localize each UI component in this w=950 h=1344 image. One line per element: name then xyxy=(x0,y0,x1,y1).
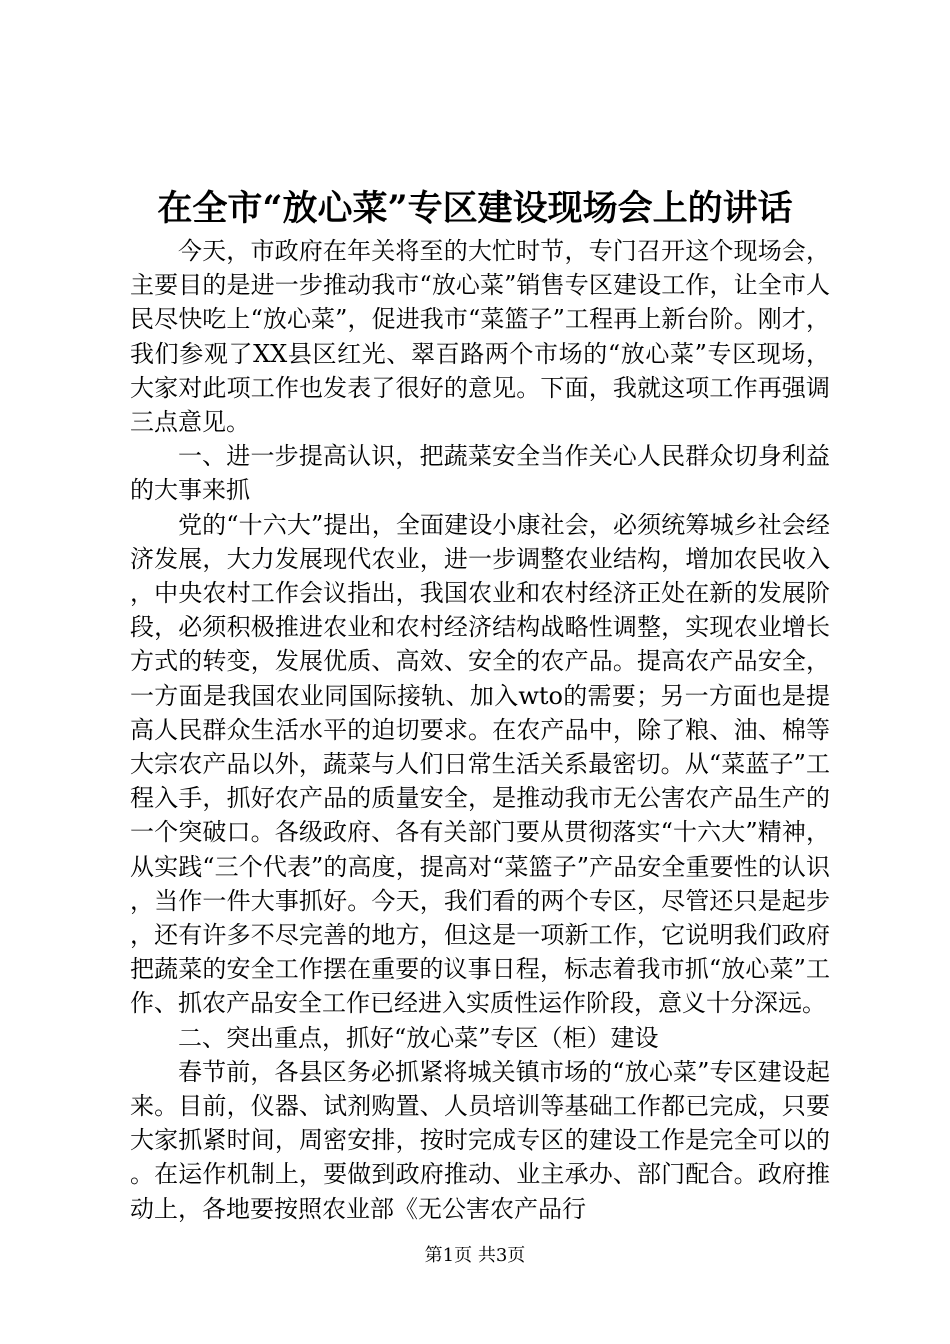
paragraph-section-1: 党的“十六大”提出，全面建设小康社会，必须统筹城乡社会经济发展，大力发展现代农业，进一步调整农业结构，增加农民收入，中央农村工作会议指出，我国农业和农村经济正处在新的发展阶段，必须积极推进农业和农村经济结构战略性调整，实现农业增长方式的转变，发展优质、高效、安全的农产品。提高农产品安全，一方面是我国农业同国际接轨、加入wto的需要；另一方面也是提高人民群众生活水平的迫切要求。在农产品中，除了粮、油、棉等大宗农产品以外，蔬菜与人们日常生活关系最密切。从“菜蓝子”工程入手，抓好农产品的质量安全，是推动我市无公害农产品生产的一个突破口。各级政府、各有关部门要从贯彻落实“十六大”精神，从实践“三个代表”的高度，提高对“菜篮子”产品安全重要性的认识，当作一件大事抓好。今天，我们看的两个专区，尽管还只是起步，还有许多不尽完善的地方，但这是一项新工作，它说明我们政府把蔬菜的安全工作摆在重要的议事日程，标志着我市抓“放心菜”工作、抓农产品安全工作已经进入实质性运作阶段，意义十分深远。 xyxy=(130,510,830,1018)
document-body xyxy=(130,234,830,1226)
section-heading-2: 二、突出重点，抓好“放心菜”专区（柜）建设 xyxy=(178,1023,659,1052)
section-heading-1: 一、进一步提高认识，把蔬菜安全当作关心人民群众切身利益的大事来抓 xyxy=(130,442,830,505)
document-title: 在全市“放心菜”专区建设现场会上的讲话 xyxy=(157,188,793,229)
paragraph-section-2: 春节前，各县区务必抓紧将城关镇市场的“放心菜”专区建设起来。目前，仪器、试剂购置、人员培训等基础工作都已完成，只要大家抓紧时间，周密安排，按时完成专区的建设工作是完全可以的。在运作机制上，要做到政府推动、业主承办、部门配合。政府推动上，各地要按照农业部《无公害农产品行 xyxy=(130,1057,830,1223)
paragraph-intro: 今天，市政府在年关将至的大忙时节，专门召开这个现场会，主要目的是进一步推动我市“放心菜”销售专区建设工作，让全市人民尽快吃上“放心菜”，促进我市“菜篮子”工程再上新台阶。刚才，我们参观了XX县区红光、翠百路两个市场的“放心菜”专区现场，大家对此项工作也发表了很好的意见。下面，我就这项工作再强调三点意见。 xyxy=(130,237,830,437)
page-footer: 第1页 共3页 xyxy=(424,1245,526,1266)
